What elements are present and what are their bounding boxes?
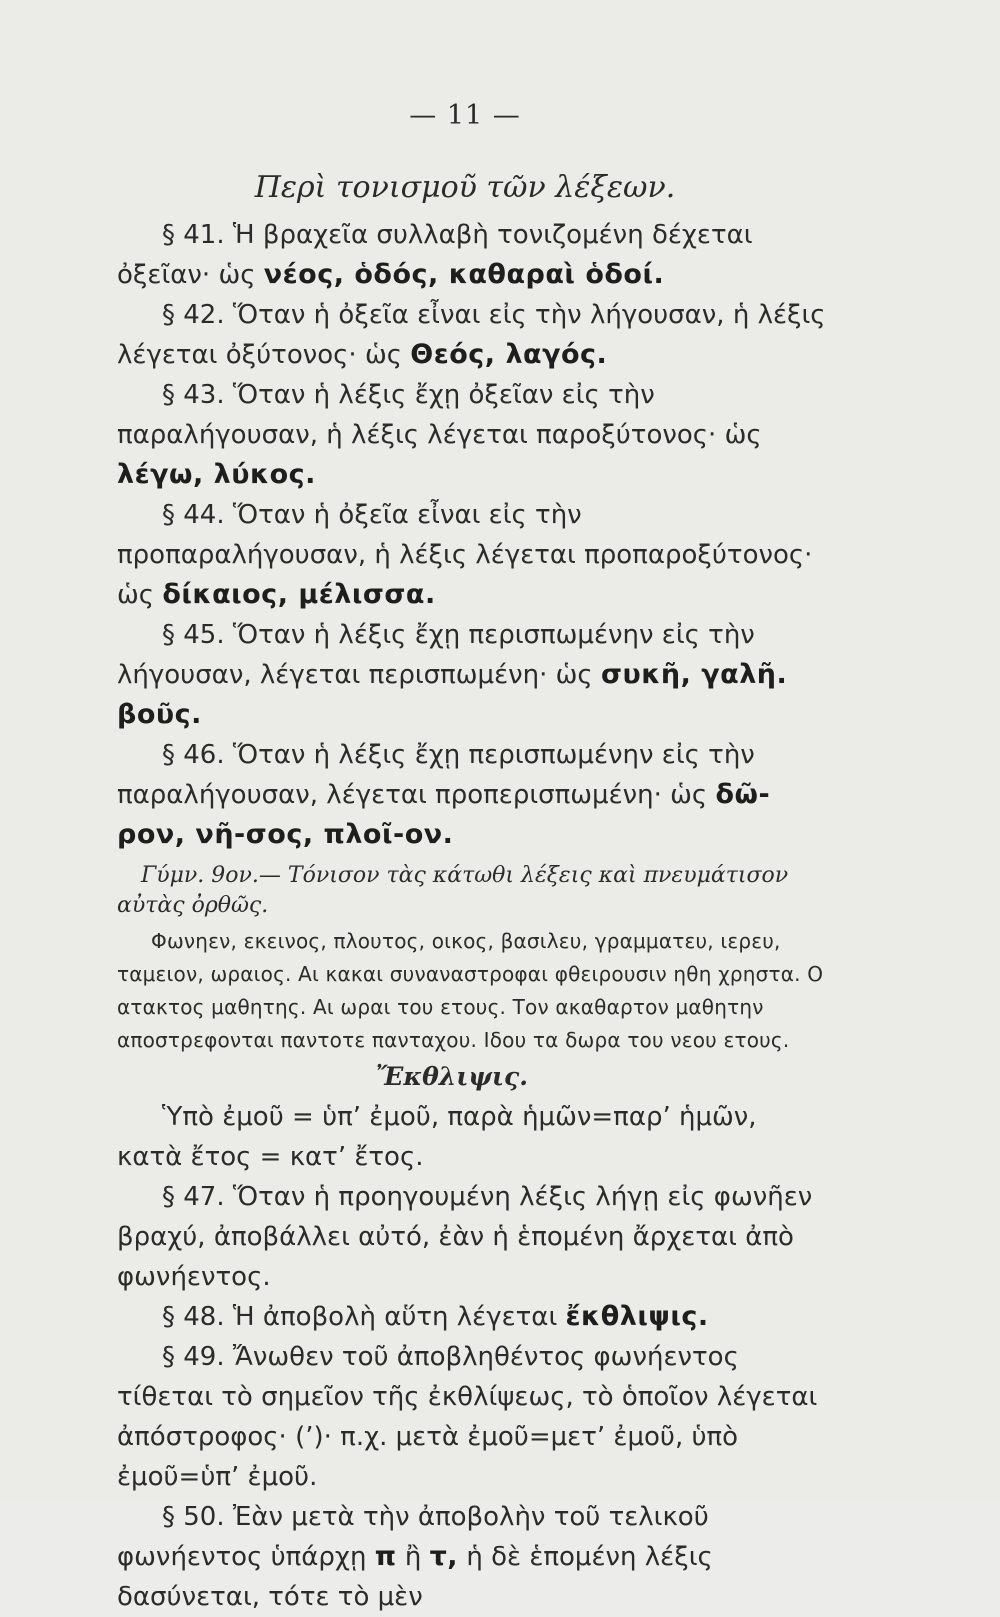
paragraph-50-text-before: § 50. Ἐὰν μετὰ τὴν ἀποβολὴν τοῦ τελικοῦ φωνήεντος ὑπάρχῃ (117, 1502, 709, 1572)
paragraph-42-examples: Θεός, λαγός. (410, 339, 608, 370)
page-number: — 11 — (409, 100, 521, 131)
paragraph-48-examples: ἔκθλιψις. (565, 1301, 709, 1332)
paragraph-41-examples: νέος, ὁδός, καθαραὶ ὁδοί. (263, 259, 665, 290)
paragraph-42-text: § 42. Ὅταν ἡ ὀξεῖα εἶναι εἰς τὴν λήγουσαν, ἡ λέξις λέγεται ὀξύτονος· ὡς (117, 300, 826, 370)
paragraph-50-letter-pi: π (374, 1541, 397, 1572)
paragraph-44-text: § 44. Ὅταν ἡ ὀξεῖα εἶναι εἰς τὴν προπαραλήγουσαν, ἡ λέξις λέγεται προπαροξύτονος· ὡς (117, 500, 813, 610)
section-heading: Περὶ τονισμοῦ τῶν λέξεων. (254, 170, 676, 205)
ekthlipsis-heading: Ἔκθλιψις. (376, 1062, 528, 1091)
paragraph-50-text-after: ἡ δὲ ἑπομένη λέξις δασύνεται, τότε τὸ μὲν (117, 1542, 713, 1612)
paragraph-46-text: § 46. Ὅταν ἡ λέξις ἔχῃ περισπωμένην εἰς τὴν παραλήγουσαν, λέγεται προπερισπωμένη· ὡς (117, 740, 755, 810)
paragraph-46 (117, 735, 827, 855)
paragraph-43-text: § 43. Ὅταν ἡ λέξις ἔχῃ ὀξεῖαν εἰς τὴν παραλήγουσαν, ἡ λέξις λέγεται παροξύτονος· ὡς (117, 380, 762, 450)
paragraph-43 (117, 375, 827, 495)
paragraph-44-examples: δίκαιος, μέλισσα. (162, 579, 436, 610)
paragraph-45 (117, 615, 827, 735)
exercise-text: Φωνηεν, εκεινος, πλουτος, οικος, βασιλευ, γραμματευ, ιερευ, ταμειον, ωραιος. Αι κακαι συναναστροφαι φθειρουσιν ηθη χρηστα. Ο ατακτος μαθητης. Αι ωραι του ετους. Τον ακαθαρτον μαθητην αποστρεφονται παντοτε πανταχου. Ιδου τα δωρα του νεου ετους. (117, 929, 824, 1052)
paragraph-50 (117, 1497, 827, 1617)
paragraph-50-word-or: ἢ (404, 1542, 422, 1572)
paragraph-47: § 47. Ὅταν ἡ προηγουμένη λέξις λήγῃ εἰς φωνῆεν βραχύ, ἀποβάλλει αὐτό, ἐὰν ἡ ἑπομένη ἄρχεται ἀπὸ φωνήεντος. (117, 1182, 813, 1292)
paragraph-45-examples: συκῆ, γαλῆ. βοῦς. (117, 659, 788, 730)
page-body (117, 215, 827, 1617)
paragraph-44 (117, 495, 827, 615)
paragraph-43-examples: λέγω, λύκος. (117, 459, 316, 490)
exercise-label: Γύμν. 9ον.— Τόνισον τὰς κάτωθι λέξεις καὶ πνευμάτισον αὐτὰς ὀρθῶς. (117, 863, 789, 918)
paragraph-41-text: § 41. Ἡ βραχεῖα συλλαβὴ τονιζομένη δέχεται ὀξεῖαν· ὡς (117, 220, 753, 290)
paragraph-48-text: § 48. Ἡ ἀποβολὴ αὕτη λέγεται (162, 1302, 558, 1332)
paragraph-50-letter-tau: τ, (429, 1541, 459, 1572)
paragraph-45-text: § 45. Ὅταν ἡ λέξις ἔχῃ περισπωμένην εἰς τὴν λήγουσαν, λέγεται περισπωμένη· ὡς (117, 620, 755, 690)
paragraph-41 (117, 215, 827, 295)
paragraph-42 (117, 295, 827, 375)
ekthlipsis-examples: Ὑπὸ ἐμοῦ = ὑπ’ ἐμοῦ, παρὰ ἡμῶν=παρ’ ἡμῶν, κατὰ ἔτος = κατ’ ἔτος. (117, 1102, 757, 1172)
paragraph-48 (117, 1297, 827, 1337)
paragraph-46-examples: δῶ-ρον, νῆ-σος, πλοῖ-ον. (117, 779, 771, 850)
paragraph-49: § 49. Ἄνωθεν τοῦ ἀποβληθέντος φωνήεντος τίθεται τὸ σημεῖον τῆς ἐκθλίψεως, τὸ ὁποῖον λέγεται ἀπόστροφος· (’)· π.χ. μετὰ ἐμοῦ=μετ’ ἐμοῦ, ὑπὸ ἐμοῦ=ὑπ’ ἐμοῦ. (117, 1342, 818, 1492)
